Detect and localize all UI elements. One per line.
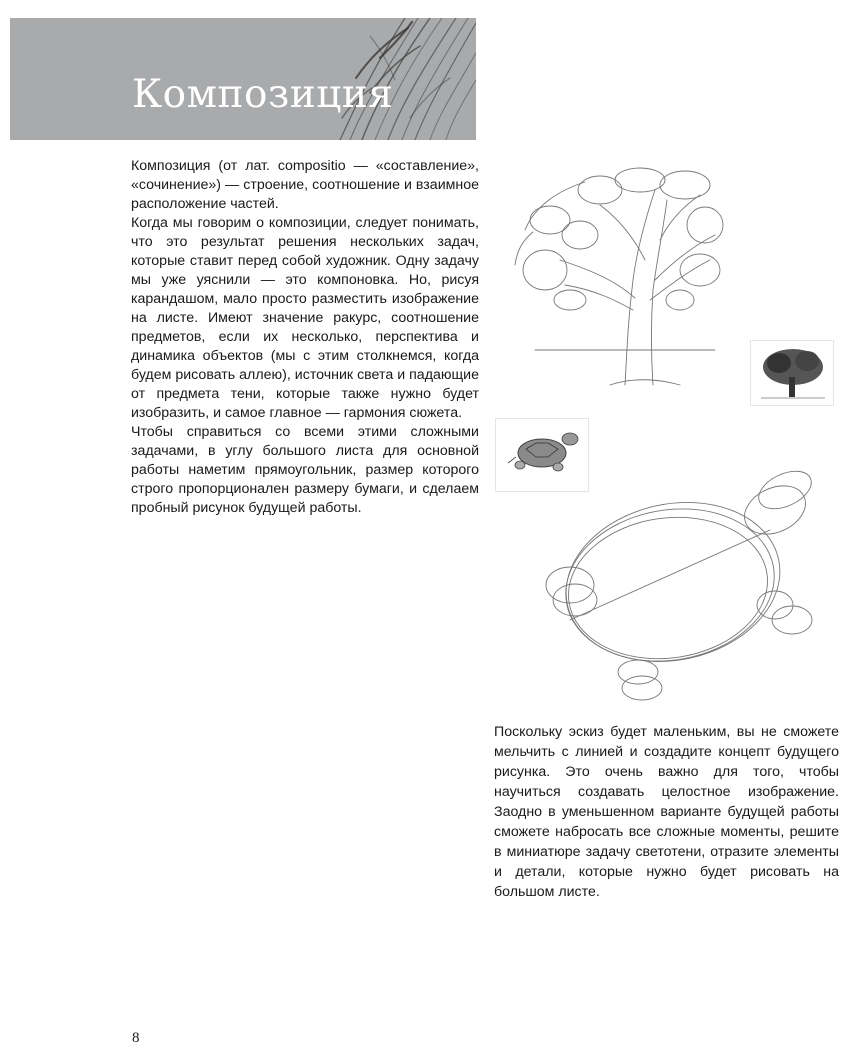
tree-thumbnail <box>750 340 834 406</box>
turtle-sketch-illustration <box>530 460 830 710</box>
chapter-title: Композиция <box>132 72 394 117</box>
page-number: 8 <box>132 1030 140 1046</box>
header-band <box>10 18 476 140</box>
paragraph-rectangle: Чтобы справиться со всеми этими сложными задачами, в углу большого листа для основной работы наметим прямоугольник, размер которого строго пропорционален размеру бумаги, и сделаем пробный рисунок будущей работы. <box>131 424 479 516</box>
main-text-column <box>131 157 479 518</box>
tree-thumbnail-drawing <box>751 341 833 405</box>
secondary-text-column <box>494 722 839 902</box>
paragraph-tasks: Когда мы говорим о композиции, следует понимать, что это результат решения нескольких задач, которые ставит перед собой художник. Одну задачу мы уже уяснили — это компоновка. Но, рисуя карандашом, мало просто разместить изображение на листе. Имеют значение ракурс, соотношение предметов, если их несколько, перспектива и динамика объектов (мы с этим столкнемся, когда будем рисовать аллею), источник света и падающие от предмета тени, которые также нужно будет изобразить, и самое главное — гармония сюжета. <box>131 215 479 421</box>
paragraph-definition: Композиция (от лат. compositio — «составление», «сочинение») — строение, соотношение и взаимное расположение частей. <box>131 158 479 212</box>
tree-sketch-illustration <box>505 160 725 388</box>
paragraph-sketch: Поскольку эскиз будет маленьким, вы не сможете мельчить с линией и создадите концепт будущего рисунка. Это очень важно для того, чтобы научиться создавать целостное изображение. Заодно в уменьшенном варианте будущей работы сможете набросать все сложные моменты, решите в миниатюре задачу светотени, отразите элементы и детали, которые нужно будет рисовать на большом листе. <box>494 724 839 900</box>
